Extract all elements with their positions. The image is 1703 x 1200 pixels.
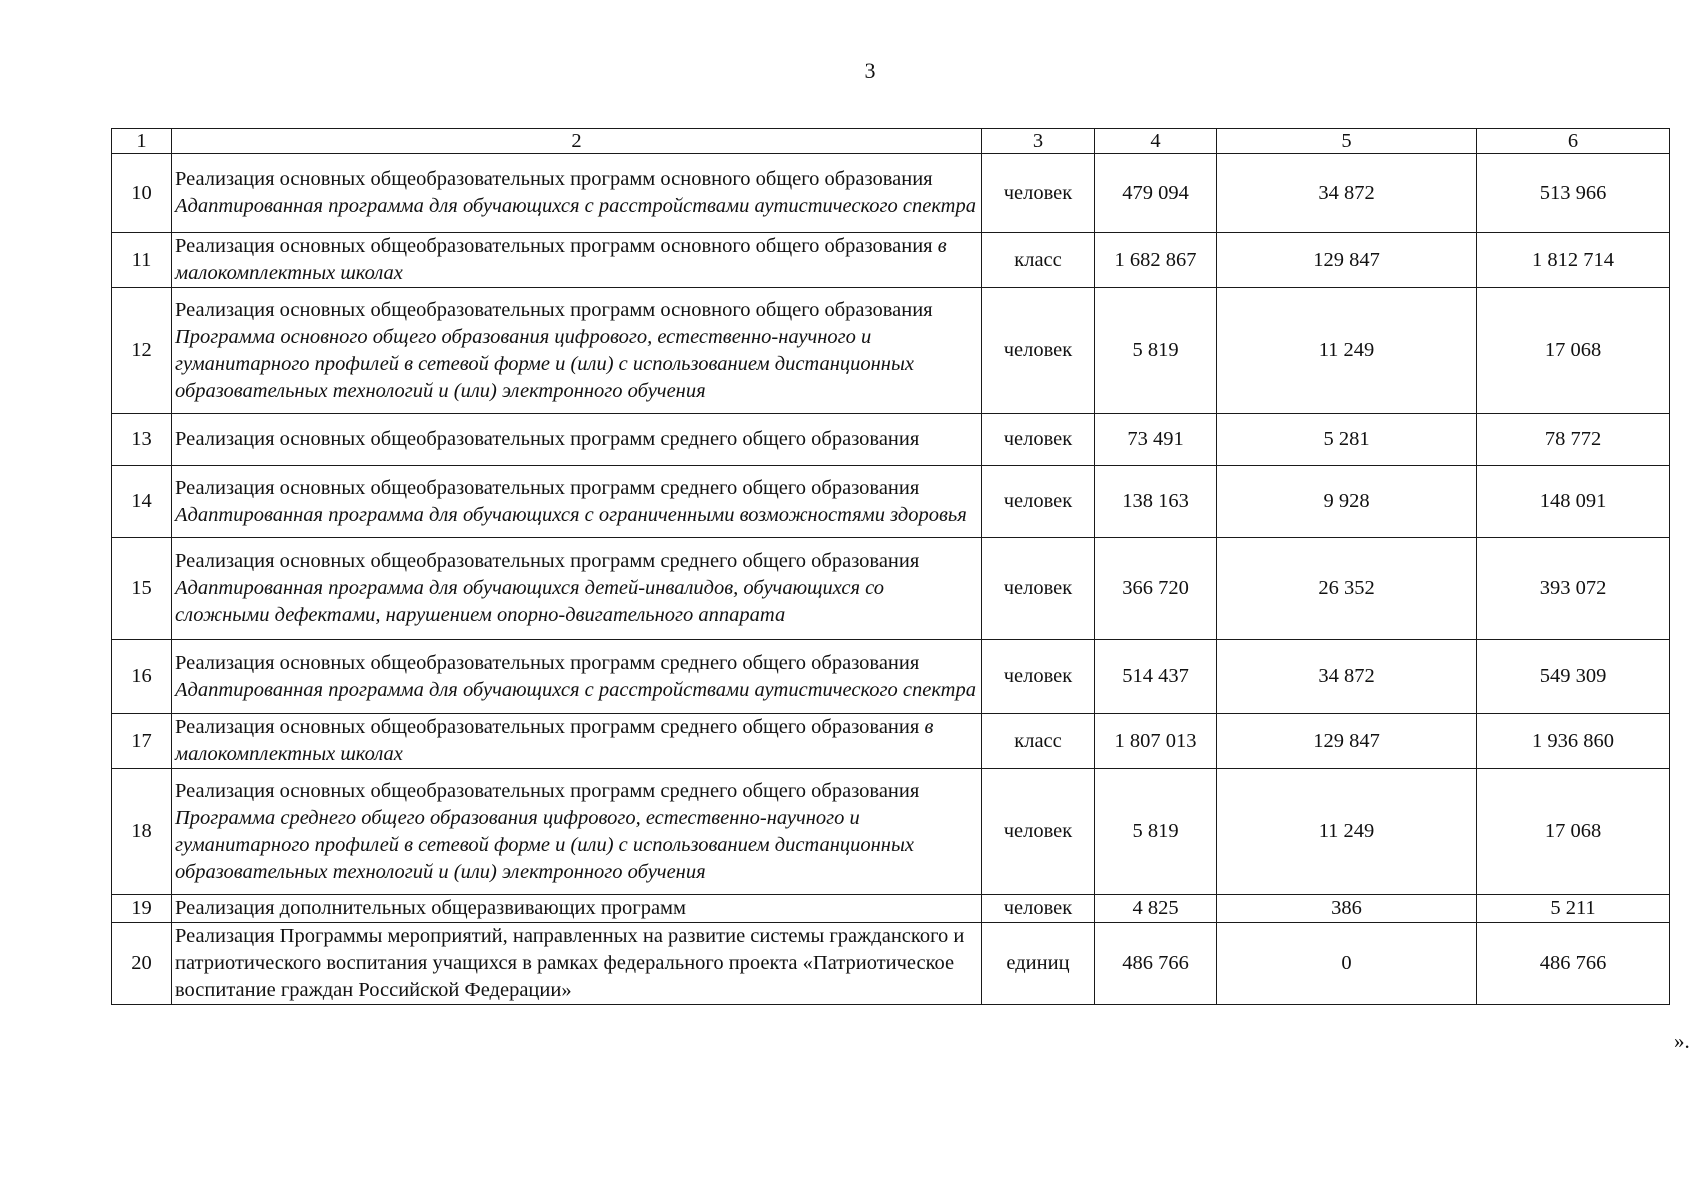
value-cell-c5: 11 249: [1217, 769, 1477, 895]
service-name-italic: в малокомплектных школах: [175, 716, 934, 765]
value-cell-c4: 4 825: [1095, 895, 1217, 923]
unit-cell: человек: [982, 895, 1095, 923]
service-name-plain: Реализация Программы мероприятий, направленных на развитие системы гражданского и патриотического воспитания учащихся в рамках федерального проекта «Патриотическое воспитание граждан Российской Федерации»: [175, 925, 965, 1001]
unit-cell: человек: [982, 538, 1095, 640]
value-cell-c6: 513 966: [1477, 154, 1670, 233]
value-cell-c5: 9 928: [1217, 466, 1477, 538]
service-name: [172, 538, 982, 640]
service-name: [172, 640, 982, 714]
row-number: 11: [112, 233, 172, 288]
service-name-plain: Реализация основных общеобразовательных программ среднего общего образования: [175, 716, 925, 738]
unit-cell: человек: [982, 466, 1095, 538]
value-cell-c4: 486 766: [1095, 923, 1217, 1005]
value-cell-c5: 34 872: [1217, 640, 1477, 714]
row-number: 12: [112, 288, 172, 414]
page-number: 3: [864, 58, 876, 83]
service-name-italic: Программа основного общего образования цифрового, естественно-научного и гуманитарного профилей в сетевой форме и (или) с использованием дистанционных образовательных технологий и (или) электронного обучения: [175, 325, 914, 402]
table-row: [112, 288, 1670, 414]
service-name: [172, 895, 982, 923]
service-name: [172, 414, 982, 466]
value-cell-c4: 5 819: [1095, 769, 1217, 895]
value-cell-c4: 479 094: [1095, 154, 1217, 233]
unit-cell: человек: [982, 769, 1095, 895]
value-cell-c5: 129 847: [1217, 233, 1477, 288]
table-row: [112, 466, 1670, 538]
service-name-plain: Реализация основных общеобразовательных программ среднего общего образования: [175, 779, 920, 802]
value-cell-c4: 366 720: [1095, 538, 1217, 640]
table-row: [112, 154, 1670, 233]
value-cell-c5: 129 847: [1217, 714, 1477, 769]
table-row: [112, 895, 1670, 923]
table-row: [112, 714, 1670, 769]
row-number: 18: [112, 769, 172, 895]
service-name: [172, 233, 982, 288]
row-number: 16: [112, 640, 172, 714]
unit-cell: класс: [982, 233, 1095, 288]
value-cell-c6: 17 068: [1477, 769, 1670, 895]
data-table: [111, 128, 1670, 1005]
service-name-italic: Адаптированная программа для обучающихся с ограниченными возможностями здоровья: [175, 503, 967, 526]
service-name: [172, 714, 982, 769]
table-row: [112, 923, 1670, 1005]
service-name: [172, 154, 982, 233]
value-cell-c5: 26 352: [1217, 538, 1477, 640]
value-cell-c6: 393 072: [1477, 538, 1670, 640]
value-cell-c5: 5 281: [1217, 414, 1477, 466]
service-name-italic: в малокомплектных школах: [175, 235, 947, 284]
service-name-italic: Адаптированная программа для обучающихся с расстройствами аутистического спектра: [175, 678, 976, 701]
row-number: 13: [112, 414, 172, 466]
value-cell-c6: 486 766: [1477, 923, 1670, 1005]
service-name-plain: Реализация основных общеобразовательных программ основного общего образования: [175, 235, 938, 257]
column-header: 2: [172, 129, 982, 154]
unit-cell: единиц: [982, 923, 1095, 1005]
service-name-italic: Программа среднего общего образования цифрового, естественно-научного и гуманитарного профилей в сетевой форме и (или) с использованием дистанционных образовательных технологий и (или) электронного обучения: [175, 806, 914, 883]
value-cell-c4: 138 163: [1095, 466, 1217, 538]
service-name: [172, 923, 982, 1005]
table-row: [112, 538, 1670, 640]
value-cell-c4: 73 491: [1095, 414, 1217, 466]
service-name: [172, 466, 982, 538]
service-name-plain: Реализация основных общеобразовательных программ среднего общего образования: [175, 428, 920, 450]
unit-cell: класс: [982, 714, 1095, 769]
value-cell-c6: 5 211: [1477, 895, 1670, 923]
column-header: 5: [1217, 129, 1477, 154]
unit-cell: человек: [982, 288, 1095, 414]
value-cell-c5: 11 249: [1217, 288, 1477, 414]
row-number: 14: [112, 466, 172, 538]
service-name-italic: Адаптированная программа для обучающихся с расстройствами аутистического спектра: [175, 195, 976, 217]
service-name: [172, 288, 982, 414]
value-cell-c6: 78 772: [1477, 414, 1670, 466]
value-cell-c6: 549 309: [1477, 640, 1670, 714]
service-name-plain: Реализация основных общеобразовательных программ среднего общего образования: [175, 651, 920, 674]
column-header: 4: [1095, 129, 1217, 154]
closing-quote: ».: [1674, 1029, 1690, 1053]
column-header: 3: [982, 129, 1095, 154]
service-name-italic: Адаптированная программа для обучающихся детей-инвалидов, обучающихся со сложными дефектами, нарушением опорно-двигательного аппарата: [175, 577, 884, 626]
value-cell-c6: 1 812 714: [1477, 233, 1670, 288]
row-number: 17: [112, 714, 172, 769]
service-name-plain: Реализация основных общеобразовательных программ среднего общего образования: [175, 476, 920, 499]
unit-cell: человек: [982, 414, 1095, 466]
service-name-plain: Реализация основных общеобразовательных программ основного общего образования: [175, 168, 933, 190]
column-header: 1: [112, 129, 172, 154]
table-row: [112, 769, 1670, 895]
value-cell-c5: 34 872: [1217, 154, 1477, 233]
value-cell-c5: 386: [1217, 895, 1477, 923]
table-header-row: [112, 129, 1670, 154]
value-cell-c4: 514 437: [1095, 640, 1217, 714]
row-number: 19: [112, 895, 172, 923]
value-cell-c4: 1 807 013: [1095, 714, 1217, 769]
column-header: 6: [1477, 129, 1670, 154]
table-row: [112, 414, 1670, 466]
value-cell-c4: 5 819: [1095, 288, 1217, 414]
row-number: 10: [112, 154, 172, 233]
unit-cell: человек: [982, 154, 1095, 233]
value-cell-c6: 148 091: [1477, 466, 1670, 538]
service-name-plain: Реализация основных общеобразовательных программ основного общего образования: [175, 298, 933, 321]
value-cell-c6: 1 936 860: [1477, 714, 1670, 769]
service-name: [172, 769, 982, 895]
row-number: 20: [112, 923, 172, 1005]
value-cell-c4: 1 682 867: [1095, 233, 1217, 288]
service-name-plain: Реализация основных общеобразовательных программ среднего общего образования: [175, 550, 920, 572]
table-body: [112, 154, 1670, 1005]
value-cell-c6: 17 068: [1477, 288, 1670, 414]
row-number: 15: [112, 538, 172, 640]
service-name-plain: Реализация дополнительных общеразвивающих программ: [175, 897, 686, 919]
value-cell-c5: 0: [1217, 923, 1477, 1005]
table-row: [112, 640, 1670, 714]
table-row: [112, 233, 1670, 288]
unit-cell: человек: [982, 640, 1095, 714]
